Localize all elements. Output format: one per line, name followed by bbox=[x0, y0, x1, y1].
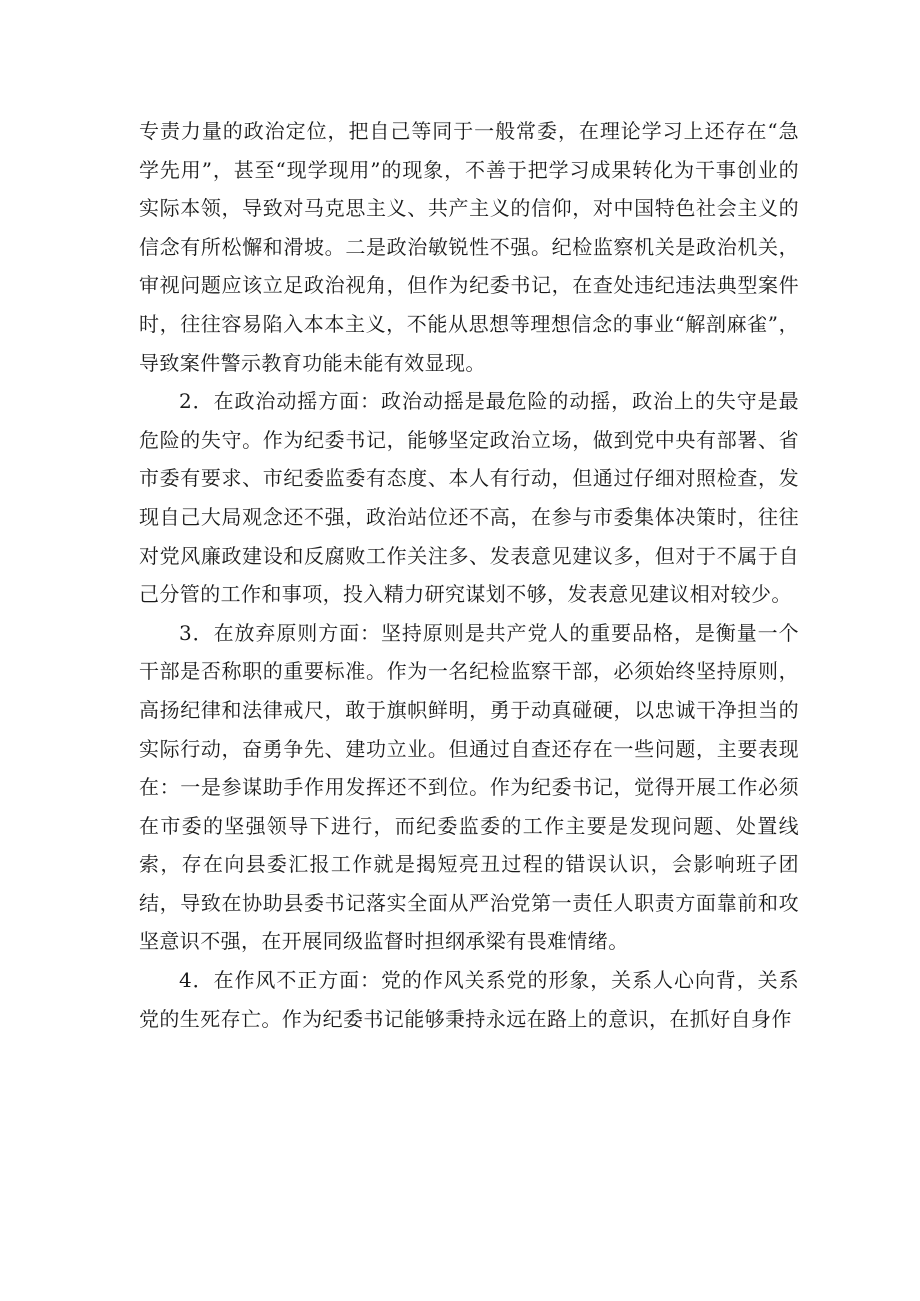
paragraph-improper-style: 4．在作风不正方面：党的作风关系党的形象，关系人心向背，关系党的生死存亡。作为纪委书记能够秉持永远在路上的意识，在抓好自身作 bbox=[139, 968, 799, 1031]
paragraph-political-wavering: 2．在政治动摇方面：政治动摇是最危险的动摇，政治上的失守是最危险的失守。作为纪委书记，能够坚定政治立场，做到党中央有部署、省市委有要求、市纪委监委有态度、本人有行动，但通过仔细对照检查，发现自己大局观念还不强，政治站位还不高，在参与市委集体决策时，往往对党风廉政建设和反腐败工作关注多、发表意见建议多，但对于不属于自己分管的工作和事项，投入精力研究谋划不够，发表意见建议相对较少。 bbox=[139, 389, 799, 607]
paragraph-continuation: 专责力量的政治定位，把自己等同于一般常委，在理论学习上还存在“急学先用”，甚至“现学现用”的现象，不善于把学习成果转化为干事创业的实际本领，导致对马克思主义、共产主义的信仰，对中国特色社会主义的信念有所松懈和滑坡。二是政治敏锐性不强。纪检监察机关是政治机关，审视问题应该立足政治视角，但作为纪委书记，在查处违纪违法典型案件时，往往容易陷入本本主义，不能从思想等理想信念的事业“解剖麻雀”，导致案件警示教育功能未能有效显现。 bbox=[139, 119, 799, 375]
paragraph-abandoning-principles: 3．在放弃原则方面：坚持原则是共产党人的重要品格，是衡量一个干部是否称职的重要标准。作为一名纪检监察干部，必须始终坚持原则，高扬纪律和法律戒尺，敢于旗帜鲜明，勇于动真碰硬，以忠诚干净担当的实际行动，奋勇争先、建功立业。但通过自查还存在一些问题，主要表现在：一是参谋助手作用发挥还不到位。作为纪委书记，觉得开展工作必须在市委的坚强领导下进行，而纪委监委的工作主要是发现问题、处置线索，存在向县委汇报工作就是揭短亮丑过程的错误认识，会影响班子团结，导致在协助县委书记落实全面从严治党第一责任人职责方面靠前和攻坚意识不强，在开展同级监督时担纲承梁有畏难情绪。 bbox=[139, 620, 799, 954]
document-body bbox=[139, 112, 799, 1038]
